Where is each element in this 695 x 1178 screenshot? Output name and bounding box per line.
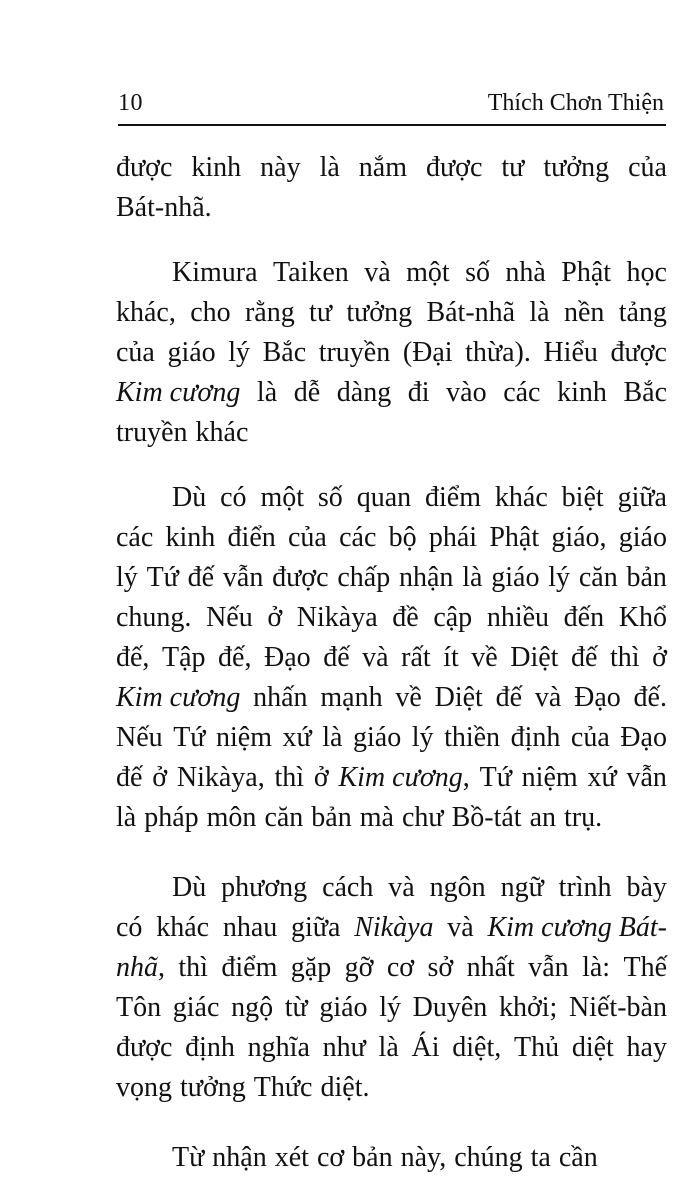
- text-line: [116, 598, 667, 638]
- word: đế: [323, 642, 350, 673]
- word: kinh: [191, 152, 242, 183]
- word: định: [185, 1032, 235, 1063]
- word: tưởng: [346, 297, 413, 328]
- word: biệt: [561, 482, 604, 513]
- word: tư: [501, 152, 525, 183]
- word: định: [510, 722, 561, 753]
- word: các: [339, 522, 377, 553]
- word: điển: [227, 522, 276, 553]
- word: đế: [495, 682, 523, 713]
- text-line: [116, 868, 667, 908]
- text-line: [116, 148, 667, 188]
- word: có: [220, 482, 247, 513]
- text-line: [116, 678, 667, 718]
- word: nhà: [505, 257, 546, 288]
- word: nhất: [466, 952, 515, 983]
- text-line: [116, 1028, 667, 1068]
- word: là: [462, 562, 483, 593]
- word: thì: [609, 642, 640, 673]
- word: chúng: [454, 1142, 523, 1173]
- word: phái: [428, 522, 478, 553]
- text-line: [116, 188, 667, 228]
- word: như: [322, 1032, 366, 1063]
- word: cần: [558, 1142, 598, 1173]
- word: Dù: [172, 872, 207, 903]
- word: gỡ: [344, 952, 374, 983]
- word: được: [116, 152, 173, 183]
- word: là: [256, 377, 278, 408]
- word: là: [322, 722, 343, 753]
- word: Diệt: [510, 642, 559, 673]
- word: cơ: [316, 1142, 345, 1173]
- word: Bát-nhã.: [116, 192, 212, 223]
- word: rất: [401, 642, 431, 673]
- word: Bát-nhã: [426, 297, 516, 328]
- word: diệt,: [452, 1032, 502, 1063]
- text-line: [116, 758, 667, 798]
- running-head-author: Thích Chơn Thiện: [487, 90, 664, 116]
- word: trình: [558, 872, 612, 903]
- word: nghĩa: [247, 1032, 310, 1063]
- word: sở: [427, 952, 454, 983]
- word: cập: [433, 602, 473, 633]
- text-line: [116, 948, 667, 988]
- word: truyền: [318, 337, 391, 368]
- word: nhận: [212, 1142, 267, 1173]
- paragraph: [116, 148, 667, 228]
- text-line: [116, 333, 667, 373]
- text-line: [116, 413, 667, 453]
- word: giáo: [167, 337, 216, 368]
- word: ở: [652, 642, 667, 673]
- word: dễ: [293, 377, 321, 408]
- word: về: [395, 682, 422, 713]
- word: là: [529, 297, 550, 328]
- word: Phật: [561, 257, 612, 288]
- word: Tập: [161, 642, 206, 673]
- word: vọng: [116, 1072, 172, 1103]
- word: xứ: [282, 722, 312, 753]
- paragraph: [116, 478, 667, 838]
- word: điểm: [221, 952, 278, 983]
- word: đế: [187, 562, 215, 593]
- word: Đạo: [574, 682, 621, 713]
- word: nhận: [399, 562, 454, 593]
- word: tảng: [618, 297, 667, 328]
- paragraph: [116, 868, 667, 1108]
- text-line: [116, 518, 667, 558]
- word: Tứ: [173, 722, 206, 753]
- text-line: [116, 798, 667, 838]
- word: bày: [626, 872, 667, 903]
- word: Diệt: [434, 682, 483, 713]
- text-line: [116, 908, 667, 948]
- page-number: 10: [118, 90, 143, 116]
- word: giữa: [617, 482, 667, 513]
- text-line: [116, 293, 667, 333]
- word: ngộ: [231, 992, 274, 1023]
- word: lý: [116, 562, 138, 593]
- italic-word: Kim cương,: [338, 762, 470, 793]
- word: vào: [446, 377, 487, 408]
- word: Duyên: [412, 992, 488, 1023]
- word: Phật: [489, 522, 540, 553]
- word: và: [364, 257, 391, 288]
- word: chư: [401, 802, 444, 833]
- word: số: [465, 257, 490, 288]
- word: số: [317, 482, 343, 513]
- word: mạnh: [320, 682, 383, 713]
- word: trụ.: [564, 802, 603, 833]
- word: vẫn: [222, 562, 264, 593]
- text-line: [116, 1068, 667, 1108]
- word: được: [116, 1032, 173, 1063]
- word: kinh: [165, 522, 216, 553]
- word: rằng: [244, 297, 295, 328]
- word: Ái: [411, 1032, 440, 1063]
- word: xứ: [587, 762, 617, 793]
- word: mà: [359, 802, 394, 833]
- word: bộ: [388, 522, 417, 553]
- italic-word: nhã,: [116, 952, 165, 983]
- word: các: [116, 522, 154, 553]
- word: ở: [313, 762, 329, 793]
- word: chấp: [337, 562, 391, 593]
- word: ngữ: [500, 872, 544, 903]
- word: nhấn: [253, 682, 308, 713]
- word: môn: [206, 802, 257, 833]
- word: diệt.: [320, 1072, 370, 1103]
- word: Đạo: [264, 642, 311, 673]
- word: đến: [563, 602, 605, 633]
- word: gặp: [290, 952, 332, 983]
- word: ở: [267, 602, 283, 633]
- word: khác,: [116, 297, 176, 328]
- word: và: [388, 872, 415, 903]
- word: căn: [578, 562, 618, 593]
- italic-word: Kim cương: [116, 377, 241, 408]
- word: cơ: [386, 952, 415, 983]
- word: khởi;: [498, 992, 558, 1023]
- word: ta: [530, 1142, 551, 1173]
- word: giáo: [319, 992, 368, 1023]
- word: Nikàya,: [176, 762, 265, 793]
- word: Dù: [172, 482, 207, 513]
- word: này,: [400, 1142, 447, 1173]
- word: và: [534, 682, 562, 713]
- word: thừa).: [465, 337, 531, 368]
- word: lý: [228, 337, 251, 368]
- word: đề: [392, 602, 419, 633]
- word: phương: [221, 872, 308, 903]
- word: an: [529, 802, 556, 833]
- word: căn: [264, 802, 304, 833]
- word: thì: [178, 952, 208, 983]
- word: ngôn: [429, 872, 486, 903]
- word: Thức: [253, 1072, 313, 1103]
- word: lý: [379, 992, 401, 1023]
- word: và: [362, 642, 389, 673]
- word: niệm: [521, 762, 578, 793]
- word: này: [260, 152, 301, 183]
- word: giáo: [491, 562, 540, 593]
- word: và: [447, 912, 474, 943]
- word: của: [570, 722, 610, 753]
- word: của: [116, 337, 155, 368]
- word: diệt: [571, 1032, 614, 1063]
- word: Nếu: [206, 602, 253, 633]
- word: thiền: [444, 722, 501, 753]
- word: Tứ: [146, 562, 179, 593]
- word: một: [260, 482, 305, 513]
- text-line: [116, 558, 667, 598]
- word: giáo: [353, 722, 402, 753]
- word: đi: [407, 377, 430, 408]
- word: giữa: [291, 912, 341, 943]
- word: nhiều: [486, 602, 550, 633]
- word: lý: [411, 722, 434, 753]
- word: được: [426, 152, 483, 183]
- word: từ: [284, 992, 308, 1023]
- word: là: [319, 152, 340, 183]
- word: Bắc: [262, 337, 307, 368]
- word: được: [610, 337, 667, 368]
- word: là: [116, 802, 137, 833]
- word: Tôn: [116, 992, 162, 1023]
- word: nắm: [358, 152, 408, 183]
- word: là:: [582, 952, 611, 983]
- word: Niết-bàn: [569, 992, 667, 1023]
- word: được: [272, 562, 329, 593]
- word: về: [471, 642, 498, 673]
- word: Nếu: [116, 722, 163, 753]
- text-line: [116, 478, 667, 518]
- text-line: [116, 253, 667, 293]
- word: đế.: [633, 682, 667, 713]
- word: đế,: [218, 642, 252, 673]
- word: Thế: [623, 952, 667, 983]
- word: đế,: [116, 642, 150, 673]
- text-line: [116, 1138, 667, 1178]
- word: quan: [356, 482, 412, 513]
- word: thì: [274, 762, 305, 793]
- word: vẫn: [626, 762, 667, 793]
- word: một: [406, 257, 450, 288]
- word: khác: [494, 482, 548, 513]
- word: đế: [571, 642, 598, 673]
- word: cho: [190, 297, 231, 328]
- word: của: [628, 152, 667, 183]
- word: điểm: [425, 482, 482, 513]
- word: bản: [352, 1142, 393, 1173]
- italic-word: Nikàya: [354, 912, 434, 943]
- text-line: [116, 638, 667, 678]
- word: có: [116, 912, 143, 943]
- word: dàng: [336, 377, 392, 408]
- word: (Đại: [402, 337, 453, 368]
- word: lý: [548, 562, 571, 593]
- word: Bồ-tát: [451, 802, 522, 833]
- paragraph: [116, 253, 667, 453]
- text-line: [116, 718, 667, 758]
- word: khác: [195, 417, 249, 448]
- word: niệm: [216, 722, 272, 753]
- word: giáo,: [551, 522, 607, 553]
- word: chung.: [116, 602, 192, 633]
- word: khác: [156, 912, 210, 943]
- word: tưởng: [180, 1072, 246, 1103]
- word: bản: [626, 562, 667, 593]
- word: pháp: [144, 802, 199, 833]
- word: của: [288, 522, 327, 553]
- word: Tứ: [479, 762, 512, 793]
- word: Bắc: [623, 377, 667, 408]
- word: ở: [152, 762, 168, 793]
- word: xét: [274, 1142, 309, 1173]
- word: nhau: [222, 912, 278, 943]
- word: cách: [322, 872, 374, 903]
- paragraph: [116, 1138, 667, 1178]
- word: kinh: [557, 377, 607, 408]
- text-line: [116, 988, 667, 1028]
- word: tưởng: [543, 152, 610, 183]
- word: Từ: [172, 1142, 205, 1173]
- word: nền: [563, 297, 605, 328]
- word: truyền: [116, 417, 188, 448]
- word: vẫn: [528, 952, 569, 983]
- word: Taiken: [272, 257, 349, 288]
- word: các: [503, 377, 541, 408]
- word: Khổ: [618, 602, 667, 633]
- word: Đạo: [620, 722, 667, 753]
- word: hay: [626, 1032, 667, 1063]
- word: ít: [443, 642, 459, 673]
- word: tư: [309, 297, 333, 328]
- word: bản: [311, 802, 352, 833]
- word: Thủ: [513, 1032, 560, 1063]
- word: là: [378, 1032, 399, 1063]
- word: giác: [172, 992, 220, 1023]
- word: giáo: [618, 522, 667, 553]
- word: đế: [116, 762, 143, 793]
- text-line: [116, 373, 667, 413]
- word: Kimura: [172, 257, 258, 288]
- word: Nikàya: [296, 602, 378, 633]
- word: Hiểu: [543, 337, 598, 368]
- body-text: [116, 148, 667, 1178]
- italic-word: Kim cương Bát-: [487, 912, 667, 943]
- word: học: [626, 257, 667, 288]
- italic-word: Kim cương: [116, 682, 241, 713]
- page-header: [118, 88, 666, 126]
